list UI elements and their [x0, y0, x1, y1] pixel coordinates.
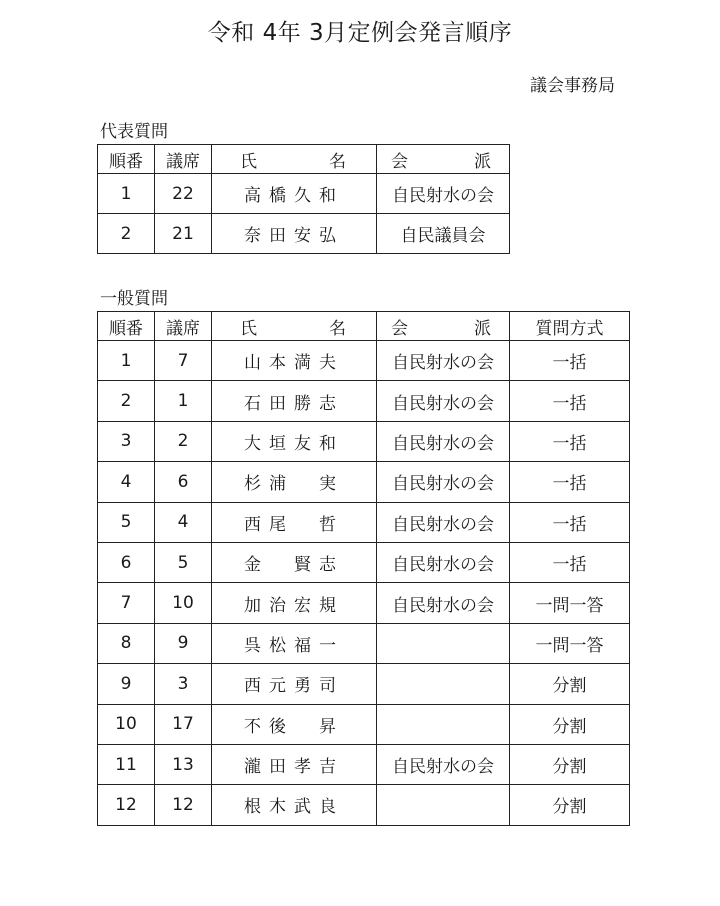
header-name [212, 145, 377, 174]
cell-name: 山本満夫 [212, 341, 377, 381]
representative-question-table [97, 144, 510, 254]
cell-faction [377, 785, 510, 825]
cell-order: 2 [98, 214, 155, 254]
header-faction-part1: 会 [391, 151, 408, 172]
cell-name: 西尾 哲 [212, 502, 377, 542]
general-section-label: 一般質問 [100, 289, 168, 309]
cell-faction: 自民射水の会 [377, 174, 510, 214]
cell-faction [377, 704, 510, 744]
cell-method: 一括 [510, 462, 630, 502]
cell-seat: 13 [155, 744, 212, 784]
cell-order: 4 [98, 462, 155, 502]
cell-seat: 21 [155, 214, 212, 254]
cell-name: 西元勇司 [212, 664, 377, 704]
table-row [98, 502, 630, 542]
header-name-part1: 氏 [240, 318, 257, 339]
header-order: 順番 [98, 312, 155, 341]
table-row [98, 704, 630, 744]
header-seat: 議席 [155, 312, 212, 341]
cell-method: 分割 [510, 744, 630, 784]
office-name: 議会事務局 [530, 76, 615, 96]
table-row [98, 744, 630, 784]
cell-faction: 自民射水の会 [377, 583, 510, 623]
header-faction-part1: 会 [391, 318, 408, 339]
cell-seat: 9 [155, 623, 212, 663]
cell-name: 奈田安弘 [212, 214, 377, 254]
table-row [98, 623, 630, 663]
cell-seat: 6 [155, 462, 212, 502]
cell-name: 杉浦 実 [212, 462, 377, 502]
cell-seat: 22 [155, 174, 212, 214]
header-seat: 議席 [155, 145, 212, 174]
cell-name: 呉松福一 [212, 623, 377, 663]
representative-section-label: 代表質問 [100, 122, 168, 142]
cell-order: 11 [98, 744, 155, 784]
cell-name: 高橋久和 [212, 174, 377, 214]
header-name-part2: 名 [329, 318, 346, 339]
cell-order: 8 [98, 623, 155, 663]
cell-order: 12 [98, 785, 155, 825]
cell-method: 一括 [510, 421, 630, 461]
header-name-part2: 名 [329, 151, 346, 172]
cell-seat: 5 [155, 542, 212, 582]
document-title: 令和 4年 3月定例会発言順序 [207, 20, 513, 46]
table-row [98, 174, 510, 214]
cell-method: 分割 [510, 664, 630, 704]
cell-name: 加治宏規 [212, 583, 377, 623]
cell-method: 一問一答 [510, 583, 630, 623]
cell-seat: 3 [155, 664, 212, 704]
cell-seat: 17 [155, 704, 212, 744]
cell-name: 瀧田孝吉 [212, 744, 377, 784]
cell-order: 10 [98, 704, 155, 744]
cell-seat: 4 [155, 502, 212, 542]
table-header-row [98, 145, 510, 174]
cell-faction: 自民射水の会 [377, 744, 510, 784]
cell-name: 金 賢志 [212, 542, 377, 582]
cell-name: 根木武良 [212, 785, 377, 825]
table-row [98, 664, 630, 704]
general-question-table [97, 311, 630, 826]
header-faction-part2: 派 [474, 318, 491, 339]
table-header-row [98, 312, 630, 341]
header-faction [377, 312, 510, 341]
cell-faction: 自民射水の会 [377, 542, 510, 582]
cell-method: 一括 [510, 542, 630, 582]
table-row [98, 583, 630, 623]
cell-order: 7 [98, 583, 155, 623]
cell-name: 石田勝志 [212, 381, 377, 421]
cell-order: 1 [98, 174, 155, 214]
cell-seat: 7 [155, 341, 212, 381]
cell-faction: 自民射水の会 [377, 381, 510, 421]
cell-seat: 10 [155, 583, 212, 623]
cell-faction [377, 664, 510, 704]
header-faction-part2: 派 [474, 151, 491, 172]
cell-order: 9 [98, 664, 155, 704]
cell-order: 2 [98, 381, 155, 421]
cell-seat: 12 [155, 785, 212, 825]
table-row [98, 214, 510, 254]
table-row [98, 542, 630, 582]
cell-method: 一括 [510, 502, 630, 542]
cell-name: 不後 昇 [212, 704, 377, 744]
header-method: 質問方式 [510, 312, 630, 341]
table-row [98, 785, 630, 825]
cell-faction: 自民射水の会 [377, 462, 510, 502]
cell-method: 一括 [510, 341, 630, 381]
header-order: 順番 [98, 145, 155, 174]
table-row [98, 421, 630, 461]
cell-seat: 2 [155, 421, 212, 461]
cell-order: 3 [98, 421, 155, 461]
cell-order: 5 [98, 502, 155, 542]
cell-faction: 自民射水の会 [377, 341, 510, 381]
cell-method: 分割 [510, 704, 630, 744]
cell-order: 1 [98, 341, 155, 381]
cell-faction [377, 623, 510, 663]
cell-faction: 自民射水の会 [377, 421, 510, 461]
cell-faction: 自民射水の会 [377, 502, 510, 542]
table-row [98, 381, 630, 421]
cell-name: 大垣友和 [212, 421, 377, 461]
header-name [212, 312, 377, 341]
cell-method: 一括 [510, 381, 630, 421]
cell-faction: 自民議員会 [377, 214, 510, 254]
table-row [98, 462, 630, 502]
cell-method: 一問一答 [510, 623, 630, 663]
table-row [98, 341, 630, 381]
cell-method: 分割 [510, 785, 630, 825]
cell-seat: 1 [155, 381, 212, 421]
header-name-part1: 氏 [240, 151, 257, 172]
header-faction [377, 145, 510, 174]
cell-order: 6 [98, 542, 155, 582]
